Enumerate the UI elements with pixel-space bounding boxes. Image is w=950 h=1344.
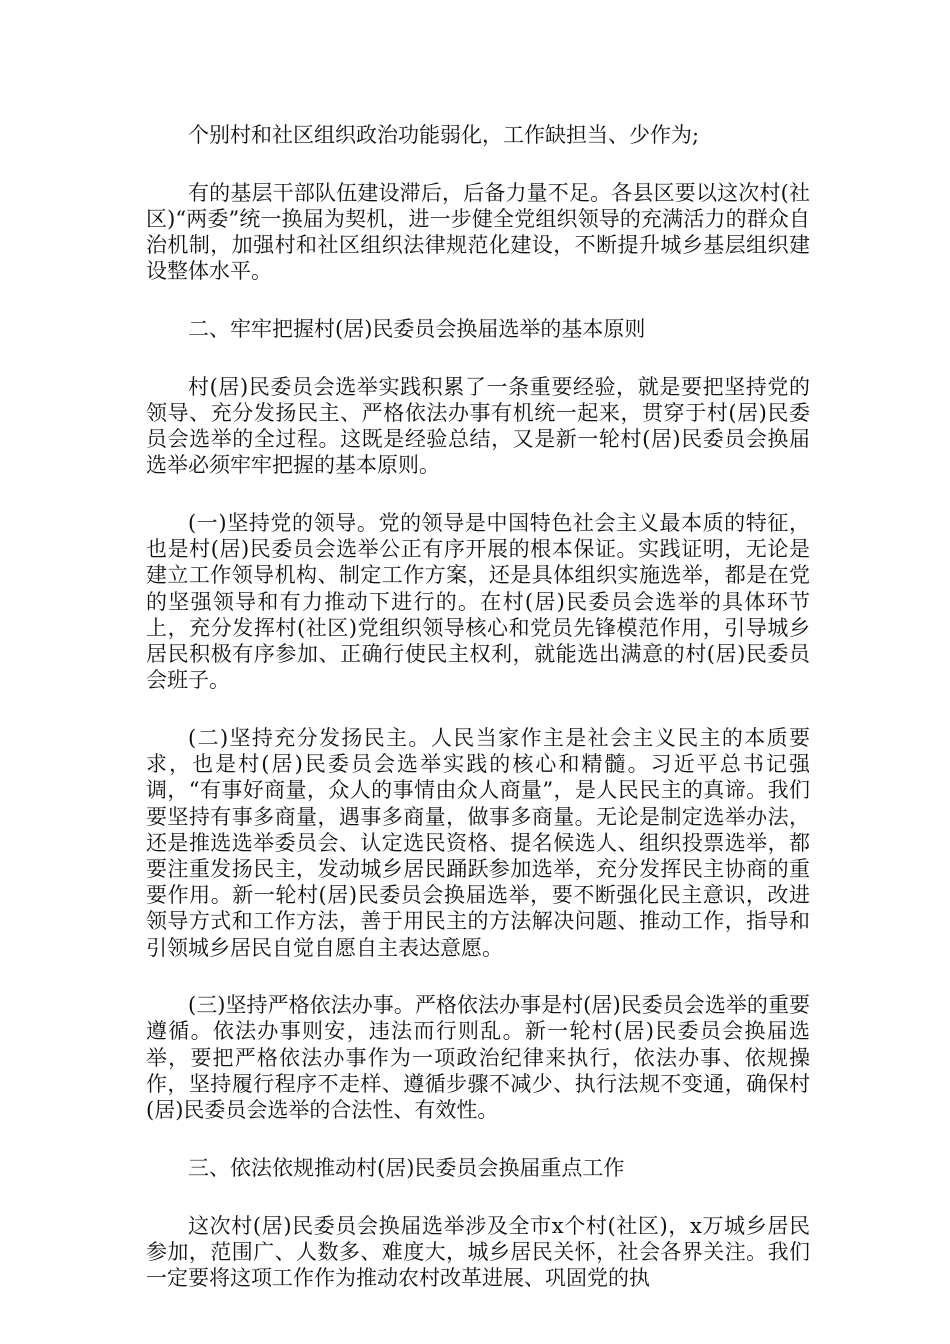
paragraph-2: 有的基层干部队伍建设滞后，后备力量不足。各县区要以这次村(社区)“两委”统一换届为契机，进一步健全党组织领导的充满活力的群众自治机制，加强村和社区组织法律规范化建设，不断提升城乡基层组织建设整体水平。 [146,180,810,284]
paragraph-1: 个别村和社区组织政治功能弱化，工作缺担当、少作为; [188,123,700,147]
paragraph-democracy: (二)坚持充分发扬民主。人民当家作主是社会主义民主的本质要求，也是村(居)民委员会选举实践的核心和精髓。习近平总书记强调，“有事好商量，众人的事情由众人商量”，是人民民主的真谛。我们要坚持有事多商量，遇事多商量，做事多商量。无论是制定选举办法，还是推选选举委员会、认定选民资格、提名候选人、组织投票选举，都要注重发扬民主，发动城乡居民踊跃参加选举，充分发挥民主协商的重要作用。新一轮村(居)民委员会换届选举，要不断强化民主意识，改进领导方式和工作方法，善于用民主的方法解决问题、推动工作，指导和引领城乡居民自觉自愿自主表达意愿。 [146,725,810,960]
paragraph-principles-intro: 村(居)民委员会选举实践积累了一条重要经验，就是要把坚持党的领导、充分发扬民主、严格依法办事有机统一起来，贯穿于村(居)民委员会选举的全过程。这既是经验总结，又是新一轮村(居)民委员会换届选举必须牢牢把握的基本原则。 [146,374,810,478]
section-heading-2: 二、牢牢把握村(居)民委员会换届选举的基本原则 [188,317,646,342]
document-page [146,122,810,1323]
section-heading-3: 三、依法依规推动村(居)民委员会换届重点工作 [188,1155,625,1180]
paragraph-party-leadership: (一)坚持党的领导。党的领导是中国特色社会主义最本质的特征，也是村(居)民委员会选举公正有序开展的根本保证。实践证明，无论是建立工作领导机构、制定工作方案，还是具体组织实施选举，都是在党的坚强领导和有力推动下进行的。在村(居)民委员会选举的具体环节上，充分发挥村(社区)党组织领导核心和党员先锋模范作用，引导城乡居民积极有序参加、正确行使民主权利，就能选出满意的村(居)民委员会班子。 [146,511,810,693]
paragraph-key-work: 这次村(居)民委员会换届选举涉及全市x个村(社区)，x万城乡居民参加，范围广、人数多、难度大，城乡居民关怀，社会各界关注。我们一定要将这项工作作为推动农村改革进展、巩固党的执 [146,1213,810,1290]
paragraph-rule-of-law: (三)坚持严格依法办事。严格依法办事是村(居)民委员会选举的重要遵循。依法办事则安，违法而行则乱。新一轮村(居)民委员会换届选举，要把严格依法办事作为一项政治纪律来执行，依法办事、依规操作，坚持履行程序不走样、遵循步骤不减少、执行法规不变通，确保村(居)民委员会选举的合法性、有效性。 [146,993,810,1123]
